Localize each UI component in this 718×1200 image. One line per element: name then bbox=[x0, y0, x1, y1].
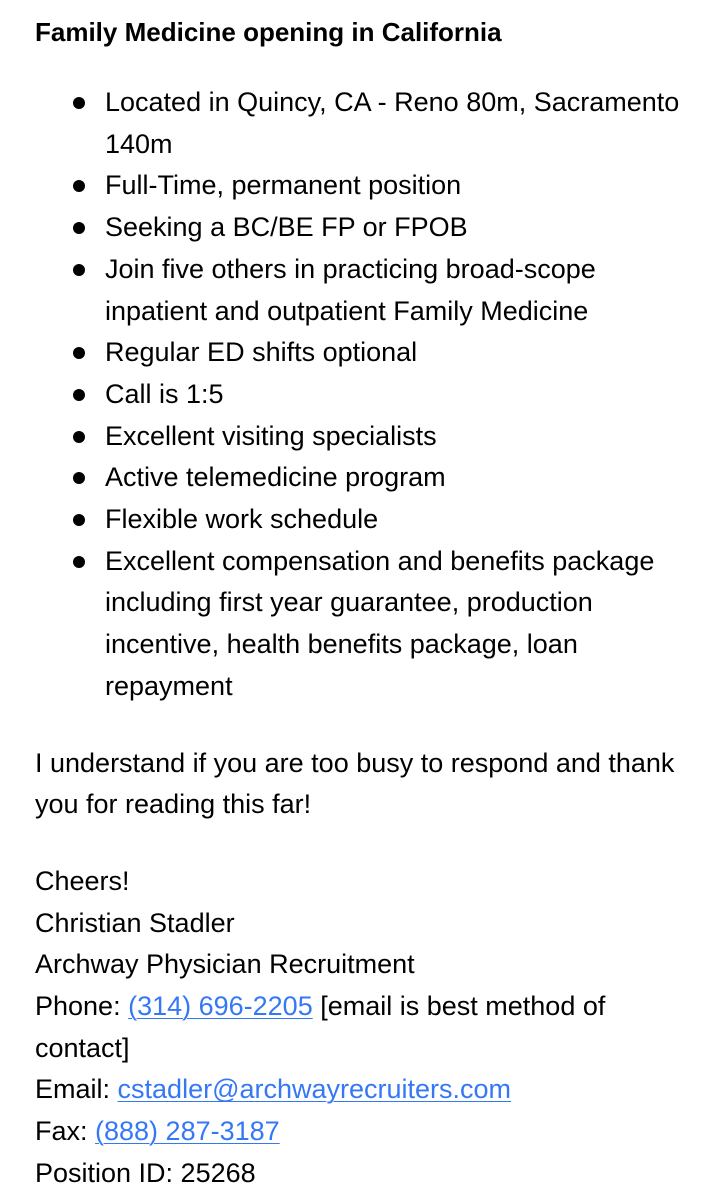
list-item bbox=[35, 82, 700, 165]
list-item bbox=[35, 374, 700, 416]
bullet-icon bbox=[73, 97, 85, 109]
phone-line bbox=[35, 986, 700, 1069]
job-headline: Family Medicine opening in California bbox=[35, 17, 502, 47]
list-item bbox=[35, 416, 700, 458]
signature-name: Christian Stadler bbox=[35, 907, 235, 938]
email-line bbox=[35, 1069, 700, 1111]
bullet-icon bbox=[73, 431, 85, 443]
email-label: Email: bbox=[35, 1074, 118, 1105]
phone-link[interactable]: (314) 696-2205 bbox=[128, 991, 313, 1022]
list-item-text: Call is 1:5 bbox=[105, 378, 224, 409]
email-link[interactable]: cstadler@archwayrecruiters.com bbox=[117, 1074, 512, 1105]
position-id: Position ID: 25268 bbox=[35, 1157, 256, 1188]
bullet-icon bbox=[73, 472, 85, 484]
signature-company: Archway Physician Recruitment bbox=[35, 949, 415, 980]
list-item-text: Active telemedicine program bbox=[105, 462, 446, 493]
list-item bbox=[35, 249, 700, 332]
list-item bbox=[35, 332, 700, 374]
list-item-text: Located in Quincy, CA - Reno 80m, Sacramento 140m bbox=[105, 87, 680, 159]
bullet-icon bbox=[73, 180, 85, 192]
email-body bbox=[35, 12, 700, 1195]
signature-block bbox=[35, 861, 700, 1195]
list-item-text: Excellent visiting specialists bbox=[105, 420, 437, 451]
list-item bbox=[35, 541, 700, 708]
phone-note: [email is best method of contact] bbox=[35, 991, 606, 1063]
bullet-icon bbox=[73, 222, 85, 234]
list-item-text: Full-Time, permanent position bbox=[105, 170, 462, 201]
list-item bbox=[35, 499, 700, 541]
bullet-icon bbox=[73, 514, 85, 526]
list-item-text: Seeking a BC/BE FP or FPOB bbox=[105, 212, 468, 243]
list-item bbox=[35, 165, 700, 207]
fax-line bbox=[35, 1111, 700, 1153]
job-details-list bbox=[35, 82, 700, 708]
list-item-text: Flexible work schedule bbox=[105, 504, 379, 535]
bullet-icon bbox=[73, 264, 85, 276]
list-item-text: Join five others in practicing broad-scope inpatient and outpatient Family Medicine bbox=[105, 253, 596, 326]
bullet-icon bbox=[73, 347, 85, 359]
bullet-icon bbox=[73, 556, 85, 568]
fax-label: Fax: bbox=[35, 1116, 96, 1147]
fax-link[interactable]: (888) 287-3187 bbox=[95, 1116, 280, 1147]
list-item-text: Excellent compensation and benefits package including first year guarantee, production incentive, health benefits package, loan repayment bbox=[105, 545, 655, 701]
list-item bbox=[35, 457, 700, 499]
list-item bbox=[35, 207, 700, 249]
signature-greeting: Cheers! bbox=[35, 865, 130, 896]
closing-paragraph: I understand if you are too busy to respond and thank you for reading this far! bbox=[35, 747, 675, 820]
phone-label: Phone: bbox=[35, 991, 129, 1022]
bullet-icon bbox=[73, 389, 85, 401]
list-item-text: Regular ED shifts optional bbox=[105, 337, 418, 368]
